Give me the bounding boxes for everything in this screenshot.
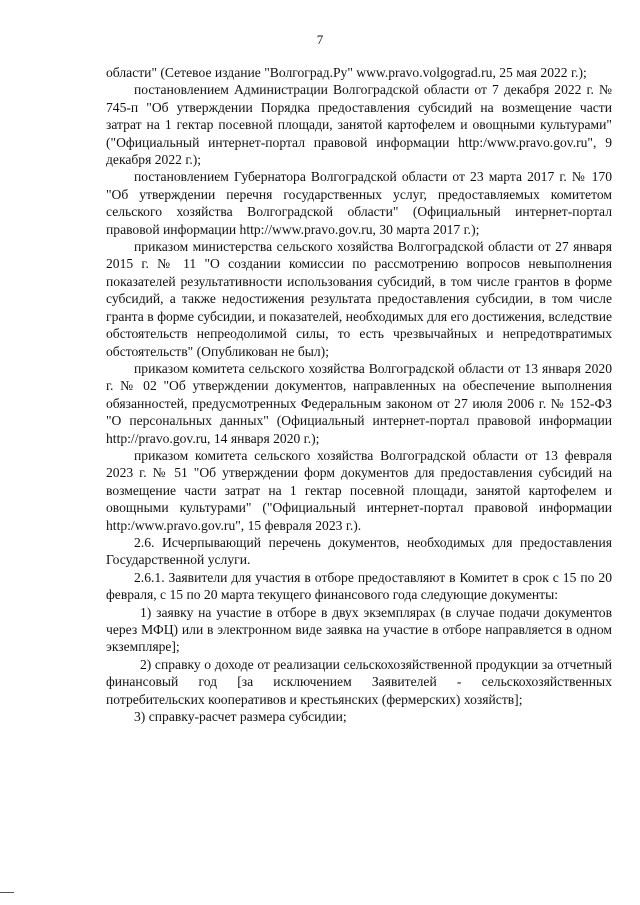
- list-item-2: 2) справку о доходе от реализации сельскохозяйственной продукции за отчетный финансовый год [за исключением Заявителей - сельскохозяйственных потребительских кооперативов и крестьянских (фермерских) хозяйств];: [106, 656, 612, 707]
- paragraph-ministry-order-11: приказом министерства сельского хозяйства Волгоградской области от 27 января 2015 г. № 11 "О создании комиссии по рассмотрению вопросов невыполнения показателей результативности использования субсидий, в том числе грантов в форме субсидий, а также недостижения результата предоставления субсидии, в том числе гранта в форме субсидии, и показателей, необходимых для его достижения, вследствие обстоятельств непреодолимой силы, то есть чрезвычайных и непредотвратимых обстоятельств" (Опубликован не был);: [106, 239, 612, 359]
- paragraph-committee-order-02: приказом комитета сельского хозяйства Волгоградской области от 13 января 2020 г. № 02 "Об утверждении документов, направленных на обеспечение выполнения обязанностей, предусмотренных Федеральным законом от 27 июля 2006 г. № 152-ФЗ "О персональных данных" (Официальный интернет-портал правовой информации http://pravo.gov.ru, 14 января 2020 г.);: [106, 360, 612, 446]
- list-item-1: 1) заявку на участие в отборе в двух экземплярах (в случае подачи документов через МФЦ) или в электронном виде заявка на участие в отборе направляется в одном экземпляре];: [106, 604, 612, 655]
- section-2-6-heading: 2.6. Исчерпывающий перечень документов, необходимых для предоставления Государственной услуги.: [106, 534, 612, 568]
- page-number: 7: [316, 32, 324, 47]
- paragraph-continuation: области" (Сетевое издание "Волгоград.Ру" www.pravo.volgograd.ru, 25 мая 2022 г.);: [106, 65, 587, 80]
- scan-edge-mark: [0, 892, 14, 893]
- document-body: [106, 64, 612, 725]
- section-2-6-1: 2.6.1. Заявители для участия в отборе предоставляют в Комитет в срок с 15 по 20 февраля, с 15 по 20 марта текущего финансового года следующие документы:: [106, 569, 612, 603]
- list-item-3: 3) справку-расчет размера субсидии;: [134, 709, 347, 725]
- paragraph-resolution-745: постановлением Администрации Волгоградской области от 7 декабря 2022 г. № 745-п "Об утверждении Порядка предоставления субсидий на возмещение части затрат на 1 гектар посевной площади, занятой картофелем и овощными культурами" ("Официальный интернет-портал правовой информации http:/www.pravo.gov.ru", 9 декабря 2022 г.);: [106, 82, 612, 168]
- paragraph-governor-resolution-170: постановлением Губернатора Волгоградской области от 23 марта 2017 г. № 170 "Об утверждении перечня государственных услуг, предоставляемых комитетом сельского хозяйства Волгоградской области" (Официальный интернет-портал правовой информации http://www.pravo.gov.ru, 30 марта 2017 г.);: [106, 169, 612, 237]
- paragraph-committee-order-51: приказом комитета сельского хозяйства Волгоградской области от 13 февраля 2023 г. № 51 "Об утверждении форм документов для предоставления субсидий на возмещение части затрат на 1 гектар посевной площади, занятой картофелем и овощными культурами" ("Официальный интернет-портал правовой информации http:/www.pravo.gov.ru", 15 февраля 2023 г.).: [106, 447, 612, 533]
